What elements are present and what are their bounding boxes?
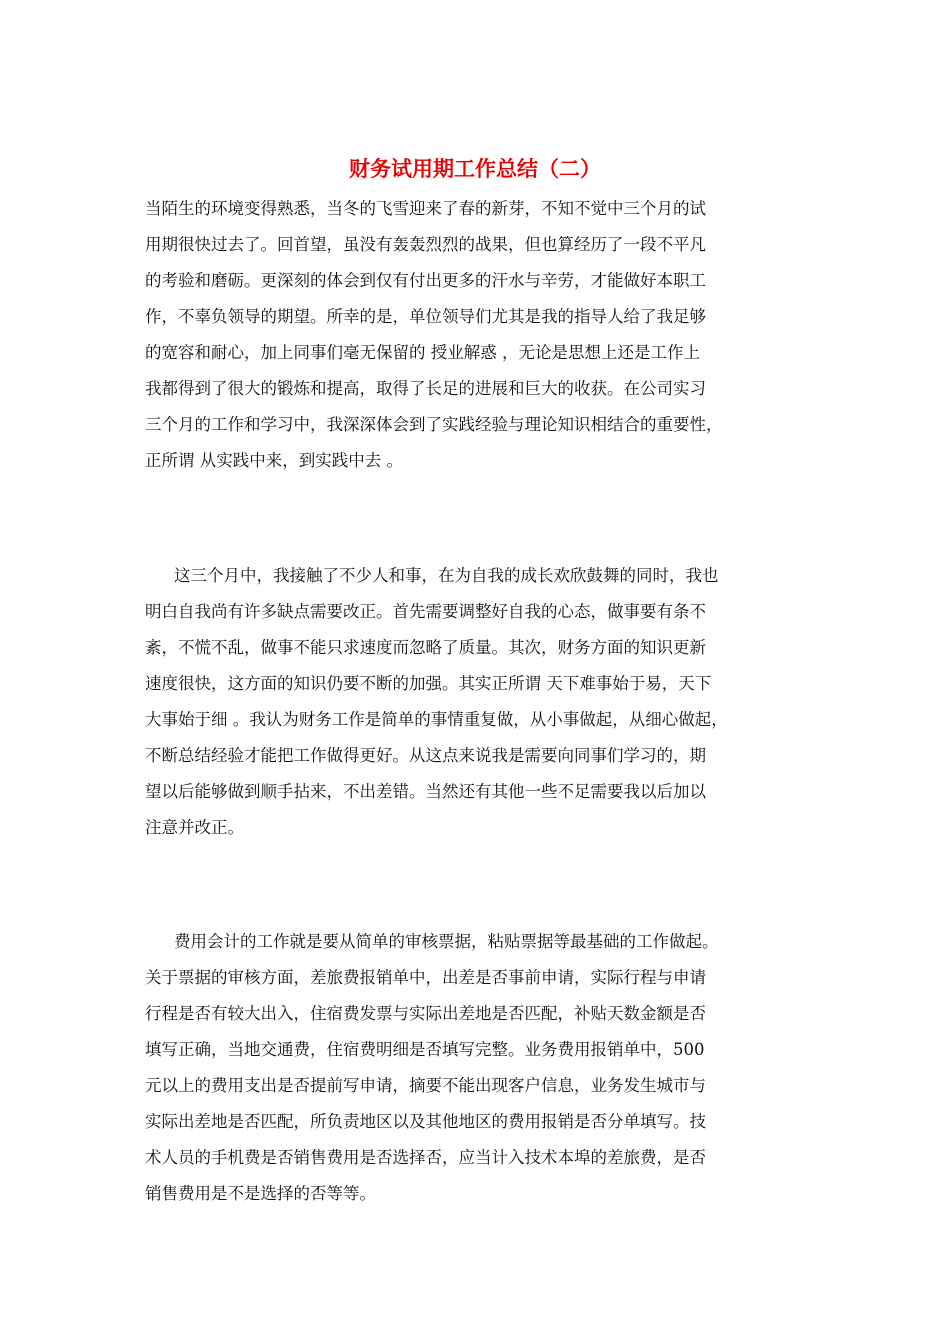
paragraph-1-line: 的宽容和耐心，加上同事们毫无保留的 授业解惑 ，无论是思想上还是工作上 — [145, 343, 700, 362]
paragraph-3-line: 术人员的手机费是否销售费用是否选择否，应当计入技术本埠的差旅费，是否 — [145, 1148, 706, 1167]
paragraph-3-line: 关于票据的审核方面，差旅费报销单中，出差是否事前申请，实际行程与申请 — [145, 968, 706, 987]
paragraph-2-line: 望以后能够做到顺手拈来，不出差错。当然还有其他一些不足需要我以后加以 — [145, 782, 706, 801]
paragraph-2-line: 紊，不慌不乱，做事不能只求速度而忽略了质量。其次，财务方面的知识更新 — [145, 638, 706, 657]
paragraph-3-line: 实际出差地是否匹配，所负责地区以及其他地区的费用报销是否分单填写。技 — [145, 1112, 706, 1131]
paragraph-3-line: 行程是否有较大出入，住宿费发票与实际出差地是否匹配，补贴天数金额是否 — [145, 1004, 706, 1023]
paragraph-1-line: 我都得到了很大的锻炼和提高，取得了长足的进展和巨大的收获。在公司实习 — [145, 379, 706, 398]
paragraph-3-line: 销售费用是不是选择的否等等。 — [145, 1184, 376, 1203]
paragraph-3-line: 费用会计的工作就是要从简单的审核票据，粘贴票据等最基础的工作做起。 — [174, 932, 719, 951]
paragraph-1-line: 作，不辜负领导的期望。所幸的是，单位领导们尤其是我的指导人给了我足够 — [145, 307, 706, 326]
paragraph-2-line: 不断总结经验才能把工作做得更好。从这点来说我是需要向同事们学习的，期 — [145, 746, 706, 765]
paragraph-2-line: 这三个月中，我接触了不少人和事，在为自我的成长欢欣鼓舞的同时，我也 — [174, 566, 719, 585]
paragraph-1-line: 的考验和磨砺。更深刻的体会到仅有付出更多的汗水与辛劳，才能做好本职工 — [145, 271, 706, 290]
paragraph-2-line: 注意并改正。 — [145, 818, 244, 837]
paragraph-1-line: 三个月的工作和学习中，我深深体会到了实践经验与理论知识相结合的重要性， — [145, 415, 723, 434]
paragraph-1-line: 当陌生的环境变得熟悉，当冬的飞雪迎来了春的新芽，不知不觉中三个月的试 — [145, 199, 706, 218]
paragraph-2-line: 明白自我尚有许多缺点需要改正。首先需要调整好自我的心态，做事要有条不 — [145, 602, 706, 621]
paragraph-3-line: 填写正确，当地交通费，住宿费明细是否填写完整。业务费用报销单中，500 — [145, 1040, 705, 1059]
paragraph-3-line: 元以上的费用支出是否提前写申请，摘要不能出现客户信息，业务发生城市与 — [145, 1076, 706, 1095]
paragraph-2-line: 速度很快，这方面的知识仍要不断的加强。其实正所谓 天下难事始于易，天下 — [145, 674, 712, 693]
paragraph-2-line: 大事始于细 。我认为财务工作是简单的事情重复做，从小事做起，从细心做起， — [145, 710, 728, 729]
document-title: 财务试用期工作总结（二） — [349, 156, 601, 181]
paragraph-1-line: 正所谓 从实践中来，到实践中去 。 — [145, 451, 403, 470]
paragraph-1-line: 用期很快过去了。回首望，虽没有轰轰烈烈的战果，但也算经历了一段不平凡 — [145, 235, 706, 254]
